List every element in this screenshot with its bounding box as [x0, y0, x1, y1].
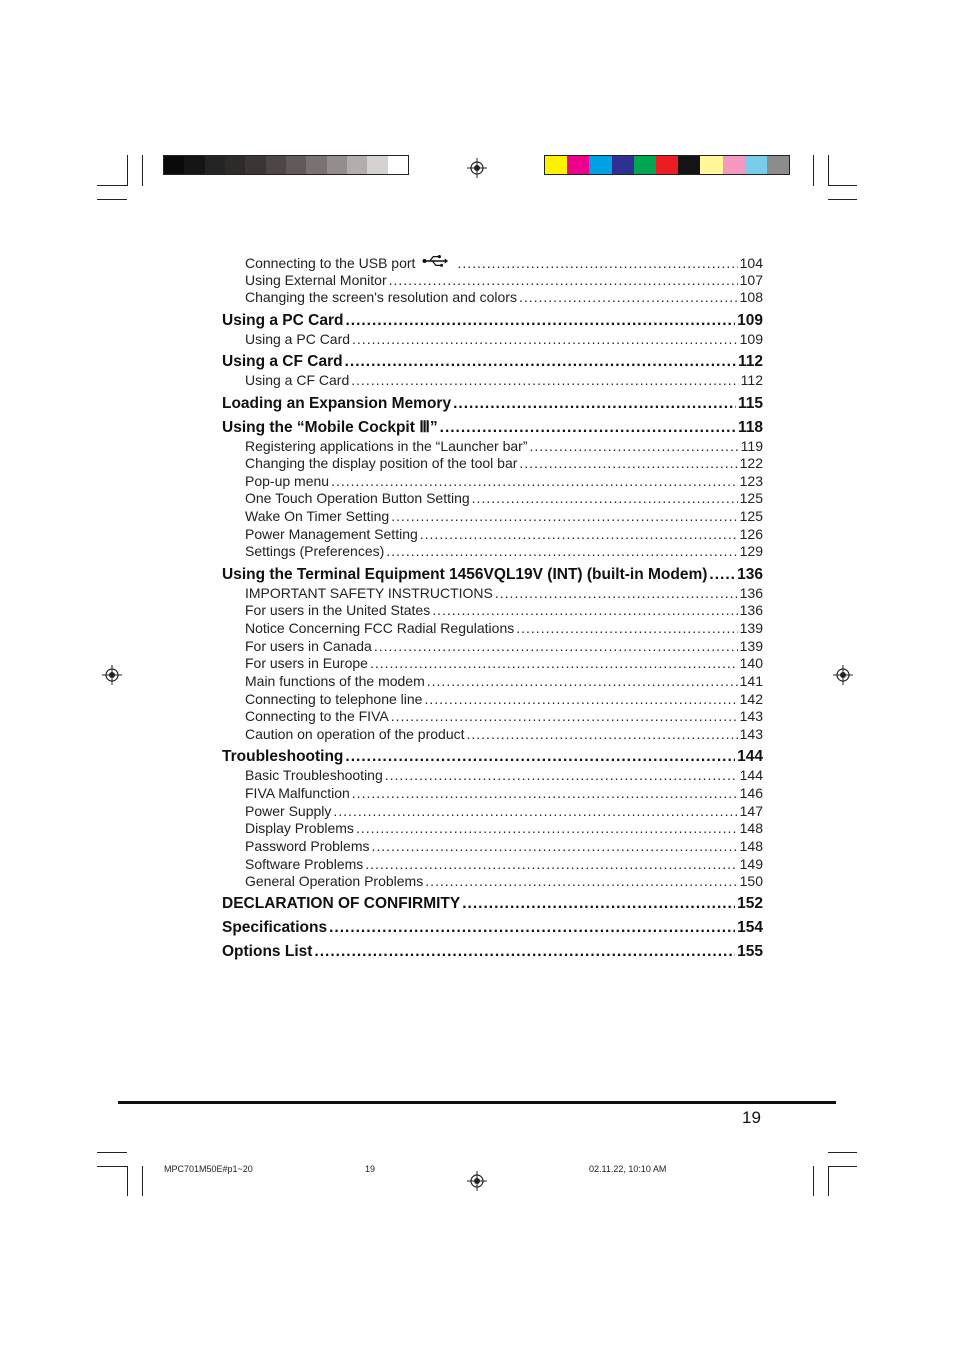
- toc-entry-label: For users in the United States: [245, 602, 431, 618]
- toc-page-number: 136: [739, 602, 763, 618]
- crop-mark: [813, 1166, 814, 1196]
- registration-mark-icon: [102, 665, 122, 685]
- toc-leader-dots: [424, 691, 737, 707]
- toc-page-number: 126: [739, 526, 763, 542]
- registration-mark-icon: [833, 665, 853, 685]
- toc-leader-dots: [331, 473, 738, 489]
- toc-subsection-entry[interactable]: [245, 602, 763, 618]
- toc-leader-dots: [709, 566, 735, 584]
- toc-page-number: 142: [739, 691, 763, 707]
- toc-leader-dots: [352, 785, 738, 801]
- color-swatch: [589, 156, 611, 174]
- toc-subsection-entry[interactable]: [245, 526, 763, 542]
- color-swatch: [723, 156, 745, 174]
- footer-file-name: MPC701M50E#p1~20: [164, 1164, 253, 1174]
- toc-entry-label: Password Problems: [245, 838, 370, 854]
- toc-entry-label: Using the Terminal Equipment 1456VQL19V (INT) (built-in Modem): [222, 566, 708, 583]
- toc-page-number: 112: [740, 372, 763, 388]
- toc-page-number: 143: [739, 726, 763, 742]
- gray-swatch: [205, 156, 225, 174]
- toc-entry-label: DECLARATION OF CONFIRMITY: [222, 895, 461, 912]
- toc-section-entry[interactable]: [222, 919, 763, 937]
- crop-mark: [97, 199, 127, 200]
- crop-mark: [97, 1152, 127, 1153]
- crop-mark: [813, 155, 814, 186]
- crop-mark: [127, 1166, 128, 1196]
- toc-page-number: 146: [739, 785, 763, 801]
- toc-page-number: 107: [739, 272, 763, 288]
- toc-leader-dots: [457, 255, 737, 271]
- toc-leader-dots: [519, 455, 737, 471]
- toc-leader-dots: [425, 873, 737, 889]
- toc-entry-label: Notice Concerning FCC Radial Regulations: [245, 620, 515, 636]
- toc-subsection-entry[interactable]: [245, 767, 763, 783]
- color-swatch: [634, 156, 656, 174]
- toc-leader-dots: [329, 919, 735, 937]
- color-swatch: [678, 156, 700, 174]
- toc-section-entry[interactable]: [222, 418, 763, 437]
- toc-leader-dots: [391, 508, 737, 524]
- crop-mark: [97, 185, 127, 186]
- gray-swatch: [184, 156, 204, 174]
- toc-entry-label: Power Management Setting: [245, 526, 418, 542]
- crop-mark: [127, 155, 128, 186]
- toc-leader-dots: [314, 943, 735, 961]
- toc-entry-label: Registering applications in the “Launcher bar”: [245, 438, 528, 454]
- toc-subsection-entry[interactable]: [245, 691, 763, 707]
- toc-subsection-entry[interactable]: [245, 820, 763, 836]
- toc-section-entry[interactable]: [222, 748, 763, 766]
- toc-entry-label: Settings (Preferences): [245, 543, 385, 559]
- toc-page-number: 148: [739, 838, 763, 854]
- toc-entry-label: Using a PC Card: [245, 331, 351, 347]
- toc-page-number: 149: [739, 856, 763, 872]
- toc-page-number: 125: [739, 490, 763, 506]
- toc-page-number: 109: [739, 331, 763, 347]
- toc-subsection-entry[interactable]: [245, 585, 763, 601]
- toc-page-number: 139: [739, 620, 763, 636]
- toc-leader-dots: [472, 490, 738, 506]
- color-swatch: [745, 156, 767, 174]
- toc-leader-dots: [356, 820, 738, 836]
- toc-subsection-entry[interactable]: [245, 620, 763, 636]
- toc-entry-label: Changing the screen's resolution and colors: [245, 289, 517, 305]
- registration-mark-icon: [467, 158, 487, 178]
- gray-swatch: [347, 156, 367, 174]
- toc-subsection-entry[interactable]: [245, 673, 763, 689]
- toc-subsection-entry[interactable]: [245, 785, 763, 801]
- usb-icon: [421, 254, 449, 268]
- toc-page-number: 136: [737, 566, 763, 583]
- toc-subsection-entry[interactable]: [245, 856, 763, 872]
- toc-leader-dots: [432, 602, 737, 618]
- toc-leader-dots: [333, 803, 737, 819]
- toc-entry-label: Power Supply: [245, 803, 332, 819]
- toc-page-number: 112: [737, 353, 763, 370]
- crop-mark: [828, 185, 857, 186]
- toc-subsection-entry[interactable]: [245, 638, 763, 654]
- toc-page-number: 155: [737, 943, 763, 960]
- crop-mark: [828, 1166, 857, 1167]
- color-swatch: [656, 156, 678, 174]
- grayscale-calibration-strip: [163, 155, 409, 175]
- crop-mark: [142, 155, 143, 186]
- toc-entry-label: Connecting to telephone line: [245, 691, 423, 707]
- toc-page-number: 104: [739, 255, 763, 271]
- toc-section-entry[interactable]: [222, 395, 763, 413]
- toc-leader-dots: [420, 526, 738, 542]
- toc-leader-dots: [345, 312, 735, 330]
- crop-mark: [828, 155, 829, 186]
- toc-entry-label: Using a PC Card: [222, 312, 344, 329]
- toc-subsection-entry[interactable]: [245, 289, 763, 305]
- toc-subsection-entry[interactable]: [245, 726, 763, 742]
- toc-leader-dots: [516, 620, 737, 636]
- toc-page-number: 148: [739, 820, 763, 836]
- footer-rule: [118, 1101, 836, 1104]
- toc-subsection-entry[interactable]: [245, 331, 763, 347]
- toc-entry-label: Using a CF Card: [222, 353, 343, 370]
- toc-page-number: 108: [739, 289, 763, 305]
- crop-mark: [828, 1152, 857, 1153]
- gray-swatch: [266, 156, 286, 174]
- toc-subsection-entry[interactable]: [245, 655, 763, 671]
- page-number: 19: [742, 1108, 761, 1127]
- footer-page: 19: [365, 1164, 376, 1174]
- toc-section-entry[interactable]: [222, 895, 763, 913]
- toc-subsection-entry[interactable]: [245, 873, 763, 889]
- crop-mark: [97, 1166, 127, 1167]
- toc-entry-label: Using the “Mobile Cockpit Ⅲ”: [222, 419, 438, 436]
- toc-subsection-entry[interactable]: [245, 490, 763, 506]
- toc-page-number: 125: [739, 508, 763, 524]
- crop-mark: [828, 1166, 829, 1196]
- gray-swatch: [225, 156, 245, 174]
- color-swatch: [700, 156, 722, 174]
- toc-leader-dots: [453, 395, 736, 413]
- toc-leader-dots: [519, 289, 738, 305]
- toc-leader-dots: [365, 856, 737, 872]
- toc-leader-dots: [427, 673, 738, 689]
- toc-section-entry[interactable]: [222, 566, 763, 584]
- toc-entry-label: Using External Monitor: [245, 272, 387, 288]
- toc-leader-dots: [495, 585, 738, 601]
- toc-section-entry[interactable]: [222, 312, 763, 330]
- toc-leader-dots: [351, 372, 738, 388]
- gray-swatch: [367, 156, 387, 174]
- toc-entry-label: Connecting to the FIVA: [245, 708, 389, 724]
- toc-page-number: 147: [739, 803, 763, 819]
- toc-page-number: 129: [739, 543, 763, 559]
- toc-page-number: 144: [737, 748, 763, 765]
- toc-page-number: 119: [740, 438, 763, 454]
- gray-swatch: [286, 156, 306, 174]
- gray-swatch: [306, 156, 326, 174]
- toc-entry-label: Changing the display position of the tool bar: [245, 455, 518, 471]
- toc-entry-label: Pop-up menu: [245, 473, 330, 489]
- gray-swatch: [388, 156, 408, 174]
- toc-page-number: 122: [739, 455, 763, 471]
- toc-entry-label: FIVA Malfunction: [245, 785, 350, 801]
- color-swatch: [567, 156, 589, 174]
- toc-entry-label: Loading an Expansion Memory: [222, 395, 452, 412]
- color-swatch: [545, 156, 567, 174]
- toc-subsection-entry[interactable]: [245, 803, 763, 819]
- toc-subsection-entry[interactable]: [245, 372, 763, 388]
- toc-page-number: 140: [739, 655, 763, 671]
- toc-leader-dots: [440, 419, 736, 437]
- toc-subsection-entry[interactable]: [245, 438, 763, 454]
- toc-page-number: 139: [739, 638, 763, 654]
- toc-page-number: 118: [737, 419, 763, 436]
- gray-swatch: [327, 156, 347, 174]
- toc-page-number: 154: [737, 919, 763, 936]
- toc-leader-dots: [352, 331, 738, 347]
- toc-page-number: 115: [737, 395, 763, 412]
- toc-section-entry[interactable]: [222, 943, 763, 961]
- toc-leader-dots: [345, 748, 735, 766]
- toc-entry-label: One Touch Operation Button Setting: [245, 490, 470, 506]
- toc-page-number: 123: [739, 473, 763, 489]
- toc-entry-label: For users in Canada: [245, 638, 372, 654]
- toc-leader-dots: [370, 655, 738, 671]
- toc-entry-label: Options List: [222, 943, 313, 960]
- toc-subsection-entry[interactable]: [245, 455, 763, 471]
- toc-entry-label: Software Problems: [245, 856, 364, 872]
- gray-swatch: [245, 156, 265, 174]
- toc-entry-label: Connecting to the USB port: [245, 255, 416, 271]
- toc-subsection-entry[interactable]: [245, 473, 763, 489]
- toc-leader-dots: [385, 767, 738, 783]
- toc-entry-label: Troubleshooting: [222, 748, 344, 765]
- toc-leader-dots: [389, 272, 738, 288]
- toc-leader-dots: [467, 726, 738, 742]
- toc-leader-dots: [372, 838, 738, 854]
- toc-entry-label: Basic Troubleshooting: [245, 767, 383, 783]
- crop-mark: [142, 1166, 143, 1196]
- toc-page-number: 150: [739, 873, 763, 889]
- color-swatch: [767, 156, 789, 174]
- registration-mark-icon: [467, 1171, 487, 1191]
- toc-entry-label: Caution on operation of the product: [245, 726, 465, 742]
- toc-entry-label: Wake On Timer Setting: [245, 508, 390, 524]
- toc-entry-label: Using a CF Card: [245, 372, 350, 388]
- toc-page-number: 109: [737, 312, 763, 329]
- toc-leader-dots: [345, 353, 736, 371]
- toc-entry-label: IMPORTANT SAFETY INSTRUCTIONS: [245, 585, 493, 601]
- footer-timestamp: 02.11.22, 10:10 AM: [589, 1164, 667, 1174]
- gray-swatch: [164, 156, 184, 174]
- toc-leader-dots: [462, 895, 735, 913]
- toc-leader-dots: [530, 438, 739, 454]
- toc-subsection-entry[interactable]: [245, 838, 763, 854]
- toc-subsection-entry[interactable]: [245, 272, 763, 288]
- toc-subsection-entry[interactable]: [245, 708, 763, 724]
- toc-page-number: 136: [739, 585, 763, 601]
- color-swatch: [612, 156, 634, 174]
- toc-page-number: 144: [739, 767, 763, 783]
- toc-page-number: 141: [739, 673, 763, 689]
- toc-subsection-entry[interactable]: [245, 543, 763, 559]
- toc-leader-dots: [386, 543, 737, 559]
- toc-section-entry[interactable]: [222, 353, 763, 371]
- toc-leader-dots: [374, 638, 738, 654]
- toc-leader-dots: [391, 708, 738, 724]
- toc-subsection-entry[interactable]: [245, 254, 763, 271]
- crop-mark: [828, 199, 857, 200]
- toc-entry-label: For users in Europe: [245, 655, 368, 671]
- toc-page-number: 143: [739, 708, 763, 724]
- toc-entry-label: Display Problems: [245, 820, 354, 836]
- toc-entry-label: General Operation Problems: [245, 873, 424, 889]
- toc-entry-label: Specifications: [222, 919, 328, 936]
- toc-page-number: 152: [737, 895, 763, 912]
- toc-subsection-entry[interactable]: [245, 508, 763, 524]
- color-calibration-strip: [544, 155, 790, 175]
- toc-entry-label: Main functions of the modem: [245, 673, 425, 689]
